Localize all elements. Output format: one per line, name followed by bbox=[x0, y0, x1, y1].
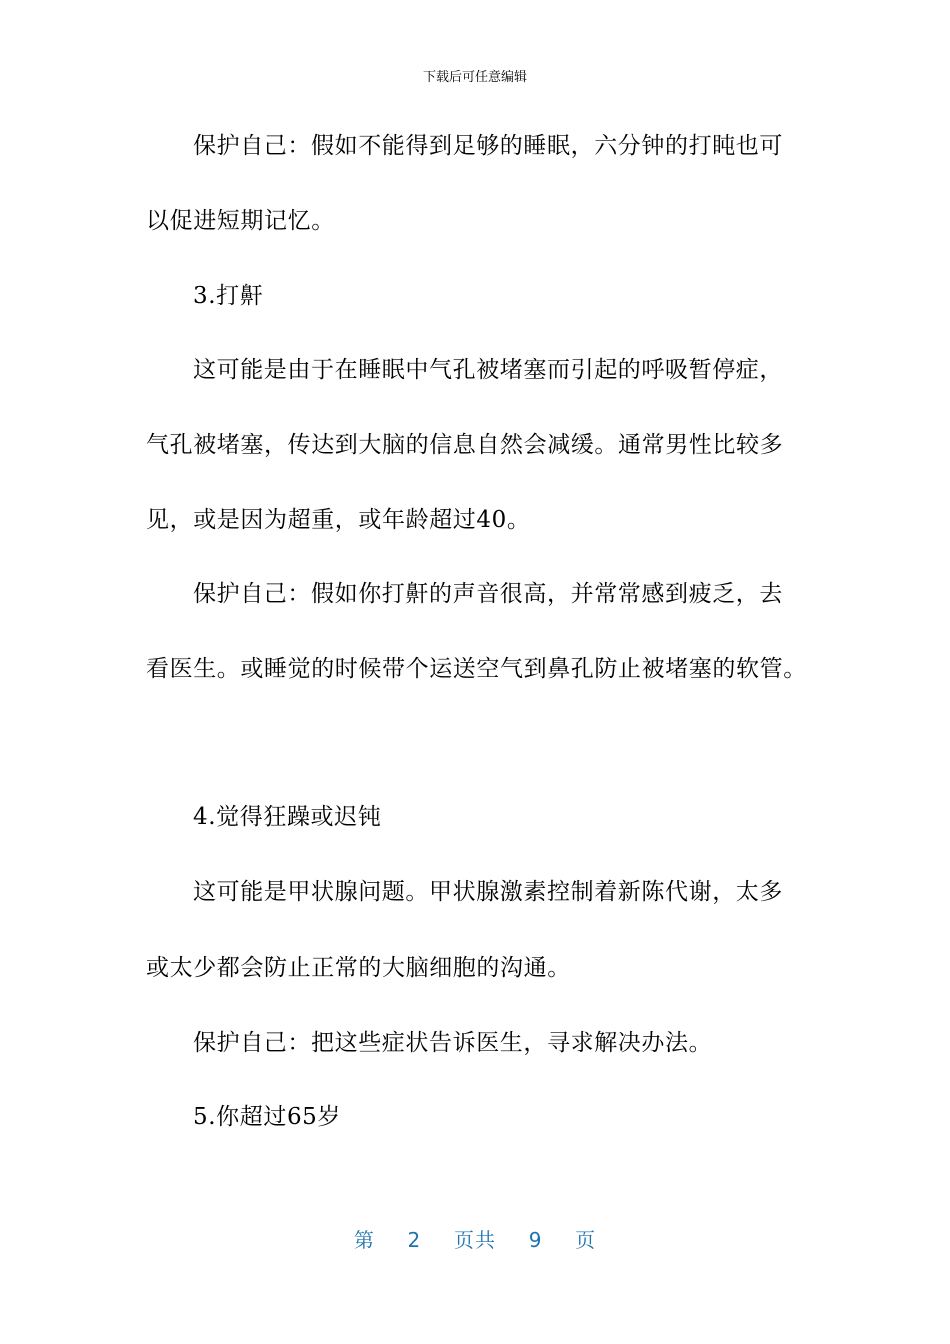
paragraph-line-3: 这可能是由于在睡眠中气孔被堵塞而引起的呼吸暂停症， bbox=[193, 357, 783, 383]
paragraph-line-9: 或太少都会防止正常的大脑细胞的沟通。 bbox=[146, 955, 571, 981]
page-footer bbox=[0, 1224, 950, 1253]
paragraph-line-1: 保护自己：假如不能得到足够的睡眠，六分钟的打盹也可 bbox=[193, 133, 783, 159]
section-heading-5: 5.你超过65岁 bbox=[193, 1104, 342, 1130]
section-heading-4: 4.觉得狂躁或迟钝 bbox=[193, 804, 382, 830]
paragraph-line-8: 这可能是甲状腺问题。甲状腺激素控制着新陈代谢，太多 bbox=[193, 879, 783, 905]
paragraph-line-6: 保护自己：假如你打鼾的声音很高，并常常感到疲乏，去 bbox=[193, 581, 783, 607]
paragraph-line-5: 见，或是因为超重，或年龄超过40。 bbox=[146, 507, 531, 533]
paragraph-line-4: 气孔被堵塞，传达到大脑的信息自然会减缓。通常男性比较多 bbox=[146, 432, 784, 458]
section-heading-3: 3.打鼾 bbox=[193, 283, 264, 309]
paragraph-line-7: 看医生。或睡觉的时候带个运送空气到鼻孔防止被堵塞的软管。 bbox=[146, 656, 807, 682]
footer-total-pages: 9 bbox=[528, 1228, 543, 1252]
page-header: 下载后可任意编辑 bbox=[422, 70, 527, 85]
paragraph-line-10: 保护自己：把这些症状告诉医生，寻求解决办法。 bbox=[193, 1030, 713, 1056]
footer-middle: 页共 bbox=[454, 1228, 496, 1252]
footer-suffix: 页 bbox=[575, 1228, 597, 1252]
paragraph-line-2: 以促进短期记忆。 bbox=[146, 208, 335, 234]
footer-prefix: 第 bbox=[353, 1228, 375, 1252]
footer-page-number: 2 bbox=[407, 1228, 422, 1252]
